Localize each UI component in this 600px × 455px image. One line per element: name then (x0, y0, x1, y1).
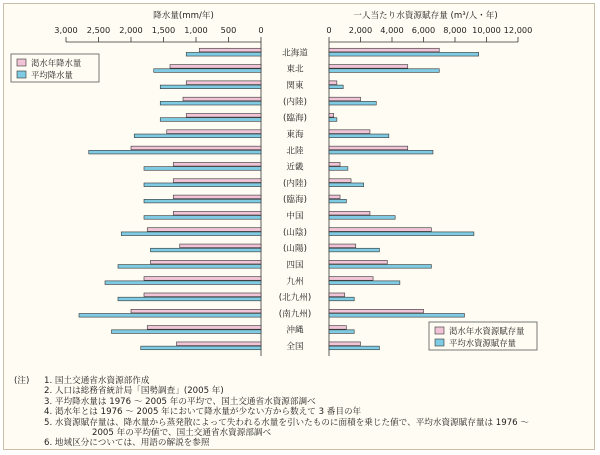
left-tick-label: 2,000 (119, 25, 143, 35)
right-bar-average (329, 330, 354, 334)
note-item: 1. 国土交通省水資源部作成 (44, 376, 150, 386)
left-bar-average (105, 281, 261, 285)
category-label: 近畿 (286, 162, 304, 173)
category-label: (内陸) (283, 178, 307, 189)
left-bar-average (160, 85, 261, 89)
right-bar-average (329, 85, 343, 89)
right-bar-average (329, 314, 464, 318)
left-legend-label: 渇水年降水量 (31, 58, 82, 68)
right-tick-label: 6,000 (411, 25, 436, 35)
category-label: 全国 (286, 342, 304, 353)
left-legend-swatch (17, 71, 26, 78)
right-bar-drought (329, 179, 351, 183)
right-tick-label: 10,000 (472, 25, 501, 35)
left-bar-drought (173, 179, 261, 183)
left-bar-average (79, 314, 261, 318)
category-label: 沖縄 (286, 325, 304, 336)
category-label: 北海道 (282, 48, 308, 59)
right-bar-drought (329, 162, 340, 166)
right-bar-drought (329, 114, 334, 118)
left-bar-drought (173, 162, 261, 166)
right-bar-average (329, 281, 400, 285)
right-tick-label: 2,000 (348, 25, 373, 35)
category-label: 東北 (286, 64, 304, 75)
left-tick-label: 1,500 (151, 25, 176, 35)
left-bar-drought (131, 146, 261, 150)
right-bar-average (329, 346, 379, 350)
category-label: (山陽) (283, 244, 307, 255)
right-bar-average (329, 134, 389, 138)
right-bar-drought (329, 277, 373, 281)
note-row (8, 386, 600, 396)
right-bar-average (329, 216, 395, 220)
left-bar-average (144, 167, 261, 171)
left-tick-label: 1,000 (184, 25, 208, 35)
note-row (8, 428, 600, 438)
notes-block (8, 376, 600, 449)
left-bar-average (144, 183, 261, 187)
left-bar-drought (173, 195, 261, 199)
category-label: (内陸) (283, 97, 307, 108)
right-bar-drought (329, 65, 408, 69)
category-label: (山陰) (283, 227, 307, 238)
category-label: (臨海) (283, 113, 307, 124)
left-bar-average (118, 297, 261, 301)
note-item: 2. 人口は総務省統計局「国勢調査」(2005 年) (44, 386, 224, 397)
right-bar-average (329, 52, 479, 56)
category-label: (南九州) (278, 309, 312, 320)
category-label: 九州 (286, 276, 304, 287)
right-bar-average (329, 232, 474, 236)
category-label: 北陸 (286, 146, 304, 157)
left-tick-label: 0 (258, 25, 264, 35)
right-bar-drought (329, 293, 345, 297)
right-bar-average (329, 265, 431, 269)
right-bar-drought (329, 342, 361, 346)
figure-frame (3, 3, 595, 450)
note-row (8, 418, 600, 428)
left-bar-average (121, 232, 261, 236)
left-tick-label: 3,000 (54, 25, 78, 35)
right-legend-swatch (435, 339, 444, 346)
right-bar-average (329, 248, 379, 252)
right-panel-title: 一人当たり水資源賦存量 (m³/人・年) (353, 11, 498, 21)
right-bar-drought (329, 260, 387, 264)
category-label: 四国 (286, 260, 304, 271)
left-bar-average (118, 265, 261, 269)
right-legend-label: 渇水年水資源賦存量 (449, 326, 525, 336)
right-bar-drought (329, 130, 370, 134)
right-bar-average (329, 118, 337, 122)
left-bar-drought (144, 293, 261, 297)
left-bar-drought (147, 228, 261, 232)
left-bar-drought (186, 81, 261, 85)
left-bar-average (144, 199, 261, 203)
left-bar-average (151, 248, 262, 252)
left-bar-average (160, 118, 261, 122)
left-panel-title: 降水量(mm/年) (153, 11, 214, 21)
left-bar-drought (180, 244, 261, 248)
right-bar-average (329, 150, 433, 154)
right-bar-average (329, 167, 348, 171)
right-bar-average (329, 101, 376, 105)
right-bar-average (329, 69, 439, 73)
right-tick-label: 12,000 (503, 25, 533, 35)
category-label: 東海 (286, 129, 304, 140)
left-bar-drought (147, 326, 261, 330)
left-bar-average (134, 134, 261, 138)
right-tick-label: 4,000 (380, 25, 404, 35)
note-item: 3. 平均降水量は 1976 〜 2005 年の平均で、国土交通省水資源部調べ (44, 396, 316, 407)
category-label: (北九州) (278, 293, 312, 304)
left-bar-average (144, 216, 261, 220)
right-bar-drought (329, 326, 346, 330)
left-bar-drought (199, 48, 261, 52)
notes-head: (注) (14, 376, 30, 386)
left-bar-average (186, 52, 261, 56)
note-item: 5. 水資源賦存量は、降水量から蒸発散によって失われる水量を引いたものに面積を乗じた値で、平均水資源賦存量は 1976 〜 (44, 417, 529, 428)
right-bar-drought (329, 81, 337, 85)
left-bar-average (154, 69, 261, 73)
left-tick-label: 500 (220, 25, 237, 35)
category-label: (臨海) (283, 195, 307, 206)
note-item-continued: 2005 年の平均値で、国土交通省水資源部調べ (92, 428, 272, 439)
left-bar-drought (183, 97, 261, 101)
note-row (8, 407, 600, 417)
left-bar-average (160, 101, 261, 105)
left-legend-label: 平均降水量 (31, 70, 73, 80)
right-bar-drought (329, 195, 340, 199)
right-bar-drought (329, 146, 408, 150)
right-bar-average (329, 183, 364, 187)
right-bar-drought (329, 97, 361, 101)
left-tick-label: 2,500 (86, 25, 111, 35)
left-bar-drought (177, 342, 262, 346)
left-legend-swatch (17, 59, 26, 66)
left-bar-drought (144, 277, 261, 281)
right-legend-swatch (435, 327, 444, 334)
left-bar-average (89, 150, 261, 154)
note-item: 6. 地域区分については、用語の解説を参照 (44, 438, 210, 449)
left-bar-drought (131, 309, 261, 313)
note-row (8, 438, 600, 448)
note-row (8, 376, 600, 386)
right-bar-drought (329, 228, 431, 232)
right-bar-drought (329, 48, 439, 52)
right-bar-drought (329, 211, 370, 215)
left-bar-drought (167, 130, 261, 134)
left-bar-drought (186, 114, 261, 118)
left-bar-average (141, 346, 261, 350)
right-bar-drought (329, 309, 424, 313)
note-item: 4. 渇水年とは 1976 〜 2005 年において降水量が少ない方から数えて 3 番目の年 (44, 407, 362, 418)
note-row (8, 397, 600, 407)
category-label: 中国 (286, 211, 304, 222)
left-bar-average (112, 330, 262, 334)
left-bar-drought (173, 211, 261, 215)
right-tick-label: 0 (326, 25, 332, 35)
right-legend-label: 平均水資源賦存量 (449, 338, 516, 348)
right-bar-average (329, 297, 354, 301)
right-tick-label: 8,000 (443, 25, 467, 35)
right-bar-average (329, 199, 346, 203)
right-bar-drought (329, 244, 356, 248)
left-bar-drought (170, 65, 261, 69)
category-label: 関東 (286, 80, 304, 91)
left-bar-drought (151, 260, 262, 264)
